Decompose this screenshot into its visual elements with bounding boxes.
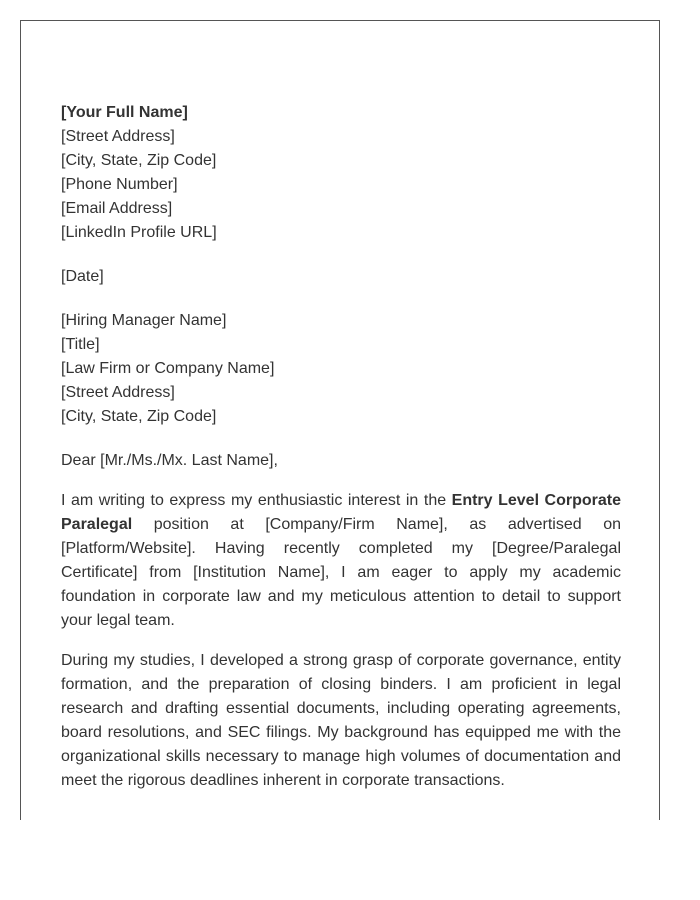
spacer	[61, 429, 621, 449]
sender-name: [Your Full Name]	[61, 104, 188, 121]
sender-phone: [Phone Number]	[61, 176, 178, 193]
document-page	[20, 20, 660, 820]
recipient-street: [Street Address]	[61, 384, 175, 401]
spacer	[61, 245, 621, 265]
salutation: Dear [Mr./Ms./Mx. Last Name],	[61, 452, 278, 469]
recipient-name: [Hiring Manager Name]	[61, 312, 227, 329]
recipient-city-state-zip: [City, State, Zip Code]	[61, 408, 217, 425]
sender-email: [Email Address]	[61, 200, 173, 217]
paragraph-experience: During my studies, I developed a strong grasp of corporate governance, entity formation, and the preparation of closing binders. I am proficient in legal research and drafting essential documents, including operating agreements, board resolutions, and SEC filings. My background has equipped me with the organizational skills necessary to manage high volumes of documentation and meet the rigorous deadlines inherent in corporate transactions.	[61, 652, 621, 789]
sender-city-state-zip: [City, State, Zip Code]	[61, 152, 217, 169]
paragraph-intro-after: position at [Company/Firm Name], as advertised on [Platform/Website]. Having recently completed my [Degree/Paralegal Certificate] from [Institution Name], I am eager to apply my academic foundation in corporate law and my meticulous attention to detail to support your legal team.	[61, 516, 621, 629]
spacer	[61, 473, 621, 489]
letter-date: [Date]	[61, 268, 104, 285]
recipient-company: [Law Firm or Company Name]	[61, 360, 275, 377]
sender-linkedin: [LinkedIn Profile URL]	[61, 224, 217, 241]
letter-body	[61, 101, 621, 793]
spacer	[61, 633, 621, 649]
sender-street: [Street Address]	[61, 128, 175, 145]
spacer	[61, 289, 621, 309]
paragraph-intro	[61, 489, 621, 633]
position-title: Entry Level Corporate Paralegal	[61, 492, 621, 533]
paragraph-intro-before: I am writing to express my enthusiastic interest in the	[61, 492, 452, 509]
recipient-title: [Title]	[61, 336, 100, 353]
